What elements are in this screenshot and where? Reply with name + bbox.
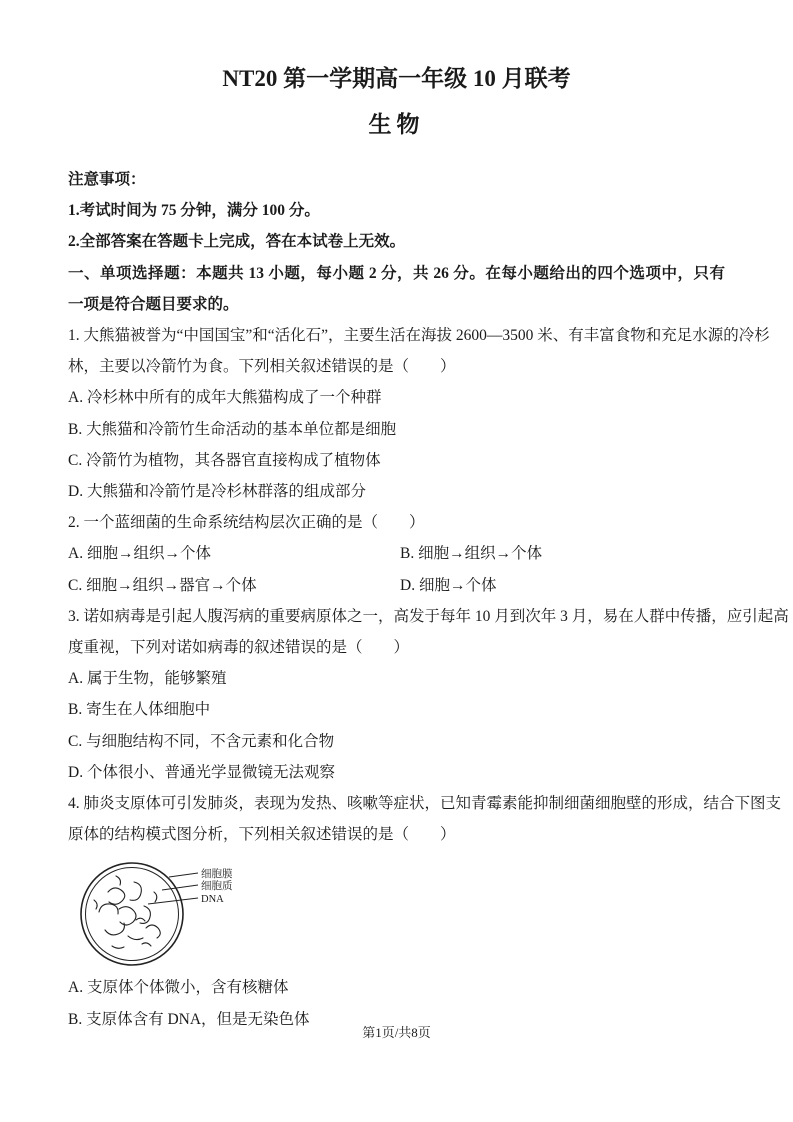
page-number-footer: 第1页/共8页 [362,1025,431,1040]
notice-item-2: 2.全部答案在答题卡上完成，答在本试卷上无效。 [68,233,406,251]
question-4-option-a: A. 支原体个体微小，含有核糖体 [68,979,289,997]
question-1-stem-line-2: 林，主要以冷箭竹为食。下列相关叙述错误的是（ ） [68,358,456,376]
question-1-option-c: C. 冷箭竹为植物，其各器官直接构成了植物体 [68,451,381,469]
notice-item-1: 1.考试时间为 75 分钟，满分 100 分。 [68,202,320,220]
diagram-label-cell-membrane: 细胞膜 [201,869,233,881]
question-2-option-row-1 [68,538,725,569]
question-3-option-b: B. 寄生在人体细胞中 [68,701,211,719]
question-1 [68,320,770,507]
question-2-option-d: D. 细胞→个体 [400,576,497,594]
diagram-label-dna: DNA [201,894,224,906]
question-2-stem-line-1: 2. 一个蓝细菌的生命系统结构层次正确的是（ ） [68,514,425,532]
diagram-leader-lines [148,873,198,904]
question-2 [68,507,725,601]
question-3-option-d: D. 个体很小、普通光学显微镜无法观察 [68,763,335,781]
question-3 [68,601,789,788]
exam-subject: 生物 [368,112,425,137]
question-1-option-b: B. 大熊猫和冷箭竹生命活动的基本单位都是细胞 [68,420,397,438]
question-4-stem-line-2: 原体的结构模式图分析，下列相关叙述错误的是（ ） [68,826,456,844]
question-4-stem-line-1: 4. 肺炎支原体可引发肺炎，表现为发热、咳嗽等症状，已知青霉素能抑制细菌细胞壁的形成，结合下图支 [68,795,782,813]
cell-membrane-inner-outline [86,868,179,961]
mycoplasma-structure-figure [72,854,307,970]
mycoplasma-diagram [72,854,725,970]
question-3-option-a: A. 属于生物，能够繁殖 [68,670,227,688]
cell-membrane-outer-outline [81,863,183,965]
question-2-option-c: C. 细胞→组织→器官→个体 [68,576,257,594]
section-heading-line-1: 一、单项选择题：本题共 13 小题，每小题 2 分，共 26 分。在每小题给出的四个选项中，只有 [68,264,725,282]
question-3-stem-line-1: 3. 诺如病毒是引起人腹泻病的重要病原体之一，高发于每年 10 月到次年 3 月，易在人群中传播，应引起高 [68,607,789,625]
question-2-option-b: B. 细胞→组织→个体 [400,545,543,563]
question-4-option-b: B. 支原体含有 DNA，但是无染色体 [68,1010,310,1028]
dna-strand-squiggles [94,876,160,948]
question-3-stem-line-2: 度重视，下列对诺如病毒的叙述错误的是（ ） [68,639,410,657]
notice-heading: 注意事项： [68,171,146,188]
section-heading-line-2: 一项是符合题目要求的。 [68,295,239,313]
question-4 [68,788,782,1035]
question-1-option-a: A. 冷杉林中所有的成年大熊猫构成了一个种群 [68,389,382,407]
question-1-stem-line-1: 1. 大熊猫被誉为“中国国宝”和“活化石”，主要生活在海拔 2600—3500 米、有丰富食物和充足水源的冷杉 [68,327,770,345]
question-2-option-row-2 [68,570,725,601]
question-2-option-a: A. 细胞→组织→个体 [68,545,211,563]
diagram-label-cytoplasm: 细胞质 [201,881,233,893]
question-1-option-d: D. 大熊猫和冷箭竹是冷杉林群落的组成部分 [68,483,366,501]
question-3-option-c: C. 与细胞结构不同，不含元素和化合物 [68,732,335,750]
exam-title: NT20 第一学期高一年级 10 月联考 [222,66,571,91]
